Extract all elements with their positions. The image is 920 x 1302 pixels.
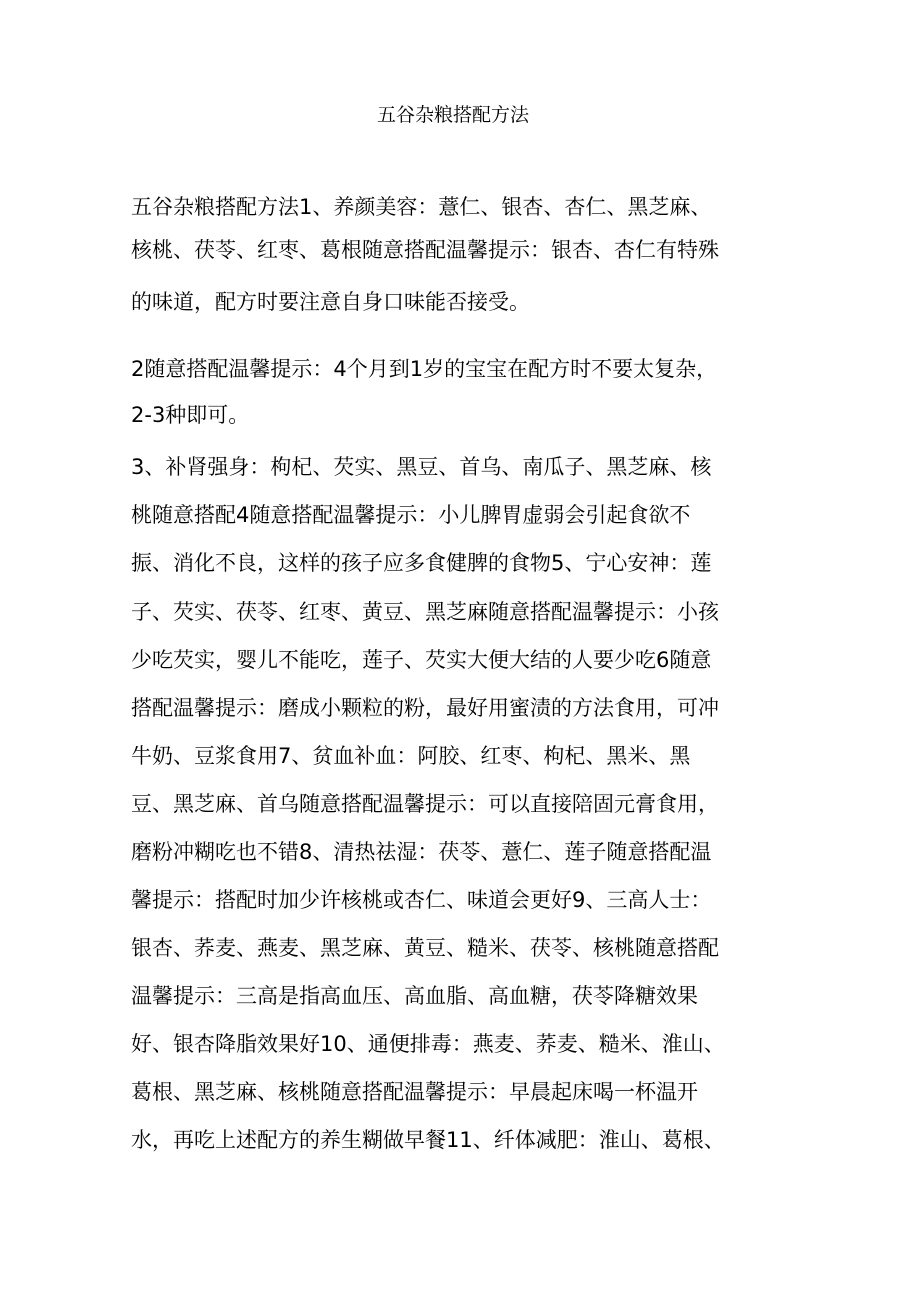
- paragraph-3-line-14: 葛根、黑芝麻、核桃随意搭配温馨提示：早晨起床喝一杯温开: [131, 1080, 698, 1104]
- paragraph-3-line-2: 桃随意搭配4随意搭配温馨提示：小儿脾胃虚弱会引起食欲不: [131, 503, 691, 527]
- paragraph-2-line-2: 2-3种即可。: [131, 403, 250, 427]
- paragraph-3-line-3: 振、消化不良，这样的孩子应多食健脾的食物5、宁心安神：莲: [131, 551, 712, 575]
- paragraph-3-line-15: 水，再吃上述配方的养生糊做早餐11、纤体减肥：淮山、葛根、: [131, 1128, 725, 1152]
- paragraph-1-line-1: 五谷杂粮搭配方法1、养颜美容：薏仁、银杏、杏仁、黑芝麻、: [131, 195, 712, 219]
- paragraph-3-line-4: 子、芡实、茯苓、红枣、黄豆、黑芝麻随意搭配温馨提示：小孩: [131, 600, 719, 624]
- paragraph-2-line-1: 2随意搭配温馨提示：4个月到1岁的宝宝在配方时不要太复杂，: [131, 357, 718, 381]
- paragraph-3-line-12: 温馨提示：三高是指高血压、高血脂、高血糖，茯苓降糖效果: [131, 984, 698, 1008]
- paragraph-1-line-2: 核桃、茯苓、红枣、葛根随意搭配温馨提示：银杏、杏仁有特殊: [131, 238, 719, 262]
- paragraph-3-line-5: 少吃芡实，婴儿不能吃，莲子、芡实大便大结的人要少吃6随意: [131, 648, 712, 672]
- document-title: 五谷杂粮搭配方法: [376, 104, 529, 126]
- paragraph-3-line-13: 好、银杏降脂效果好10、通便排毒：燕麦、荞麦、糙米、淮山、: [131, 1032, 725, 1056]
- paragraph-3-line-7: 牛奶、豆浆食用7、贫血补血：阿胶、红枣、枸杞、黑米、黑: [131, 744, 691, 768]
- paragraph-3-line-6: 搭配温馨提示：磨成小颗粒的粉，最好用蜜渍的方法食用，可冲: [131, 696, 719, 720]
- paragraph-3-line-10: 馨提示：搭配时加少许核桃或杏仁、味道会更好9、三高人士：: [131, 888, 712, 912]
- paragraph-3-line-8: 豆、黑芝麻、首乌随意搭配温馨提示：可以直接陪固元膏食用，: [131, 792, 719, 816]
- paragraph-3-line-9: 磨粉冲糊吃也不错8、清热祛湿：茯苓、薏仁、莲子随意搭配温: [131, 840, 712, 864]
- paragraph-1-line-3: 的味道，配方时要注意自身口味能否接受。: [131, 290, 530, 314]
- paragraph-3-line-11: 银杏、荞麦、燕麦、黑芝麻、黄豆、糙米、茯苓、核桃随意搭配: [131, 936, 719, 960]
- paragraph-3-line-1: 3、补肾强身：枸杞、芡实、黑豆、首乌、南瓜子、黑芝麻、核: [131, 455, 712, 479]
